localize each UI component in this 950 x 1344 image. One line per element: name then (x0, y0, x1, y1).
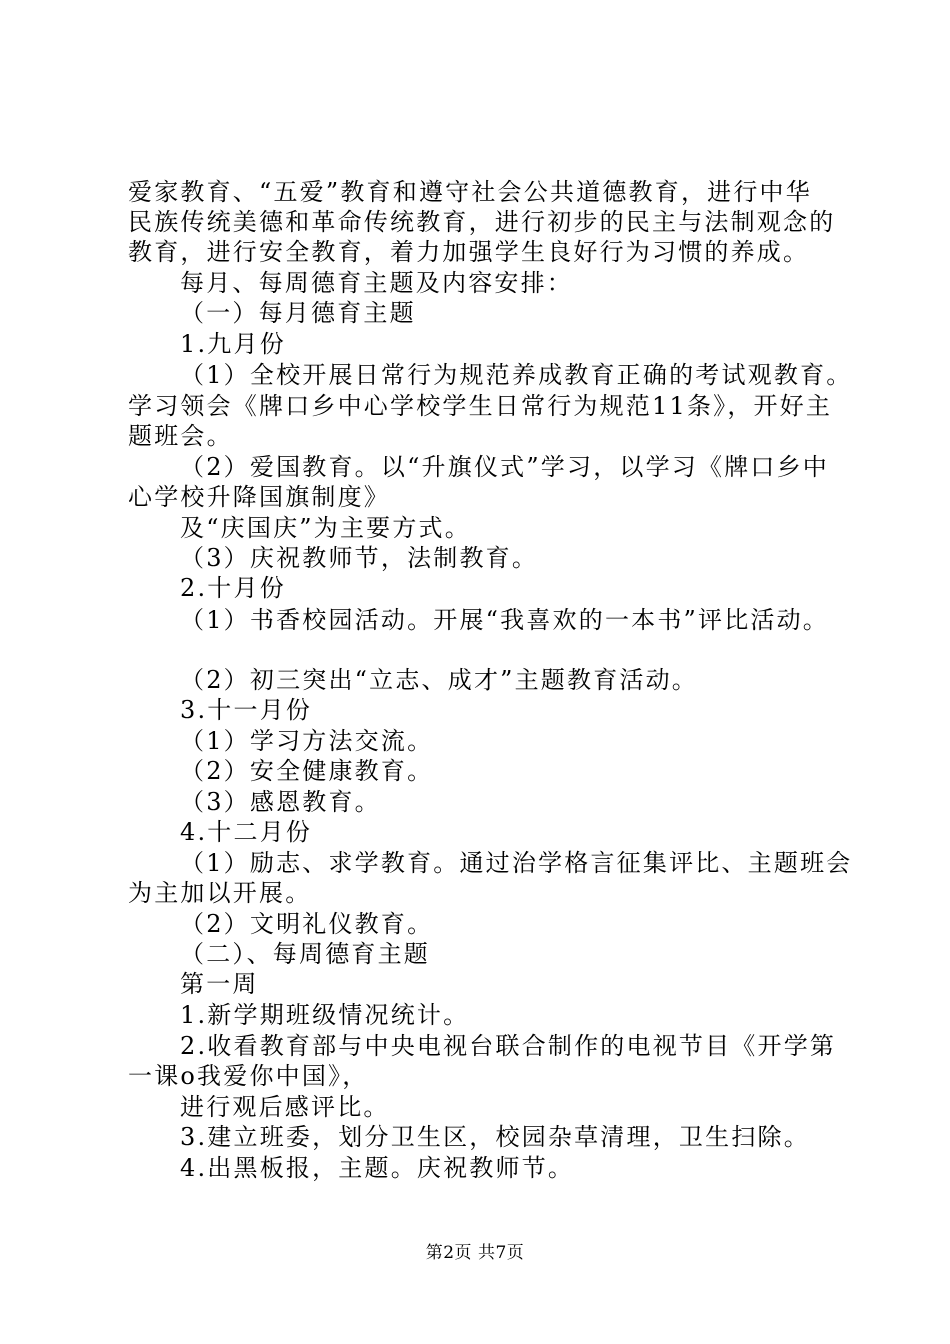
paragraph-line: 民族传统美德和革命传统教育，进行初步的民主与法制观念的 (128, 208, 836, 236)
paragraph-line: （3）庆祝教师节，法制教育。 (180, 544, 539, 572)
section-heading: （一）每月德育主题 (180, 299, 416, 327)
paragraph-line: 2.收看教育部与中央电视台联合制作的电视节目《开学第 (180, 1032, 837, 1060)
paragraph-line: （1）全校开展日常行为规范养成教育正确的考试观教育。 (180, 361, 853, 389)
paragraph-line: 4.出黑板报，主题。庆祝教师节。 (180, 1154, 575, 1182)
paragraph-line: （2）安全健康教育。 (180, 757, 434, 785)
paragraph-line: 一课o我爱你中国》， (128, 1062, 369, 1090)
paragraph-line: 及“庆国庆”为主要方式。 (180, 514, 471, 542)
paragraph-line: 题班会。 (128, 422, 233, 450)
paragraph-line: （1）励志、求学教育。通过治学格言征集评比、主题班会 (180, 849, 853, 877)
paragraph-line: （2）初三突出“立志、成才”主题教育活动。 (180, 666, 699, 694)
month-heading: 1.九月份 (180, 330, 286, 358)
paragraph-line: （3）感恩教育。 (180, 788, 381, 816)
section-heading: （二）、每周德育主题 (180, 940, 430, 968)
paragraph-line: 心学校升降国旗制度》 (128, 483, 390, 511)
month-heading: 4.十二月份 (180, 818, 313, 846)
month-heading: 3.十一月份 (180, 696, 313, 724)
paragraph-line: （2）文明礼仪教育。 (180, 910, 434, 938)
week-heading: 第一周 (180, 970, 259, 998)
paragraph-line: （1）书香校园活动。开展“我喜欢的一本书”评比活动。 (180, 606, 830, 634)
paragraph-line: 进行观后感评比。 (180, 1093, 390, 1121)
paragraph-line: （1）学习方法交流。 (180, 727, 434, 755)
paragraph-line: 每月、每周德育主题及内容安排： (180, 269, 573, 297)
page-footer: 第2页 共7页 (425, 1243, 525, 1263)
paragraph-line: （2）爱国教育。以“升旗仪式”学习，以学习《牌口乡中 (180, 453, 830, 481)
paragraph-line: 1.新学期班级情况统计。 (180, 1001, 470, 1029)
month-heading: 2.十月份 (180, 574, 286, 602)
paragraph-line: 3.建立班委，划分卫生区，校园杂草清理，卫生扫除。 (180, 1123, 810, 1151)
paragraph-line: 为主加以开展。 (128, 879, 312, 907)
paragraph-line: 教育，进行安全教育，着力加强学生良好行为习惯的养成。 (128, 238, 810, 266)
paragraph-line: 爱家教育、“五爱”教育和遵守社会公共道德教育，进行中华 (128, 178, 812, 206)
paragraph-line: 学习领会《牌口乡中心学校学生日常行为规范11条》，开好主 (128, 392, 833, 420)
